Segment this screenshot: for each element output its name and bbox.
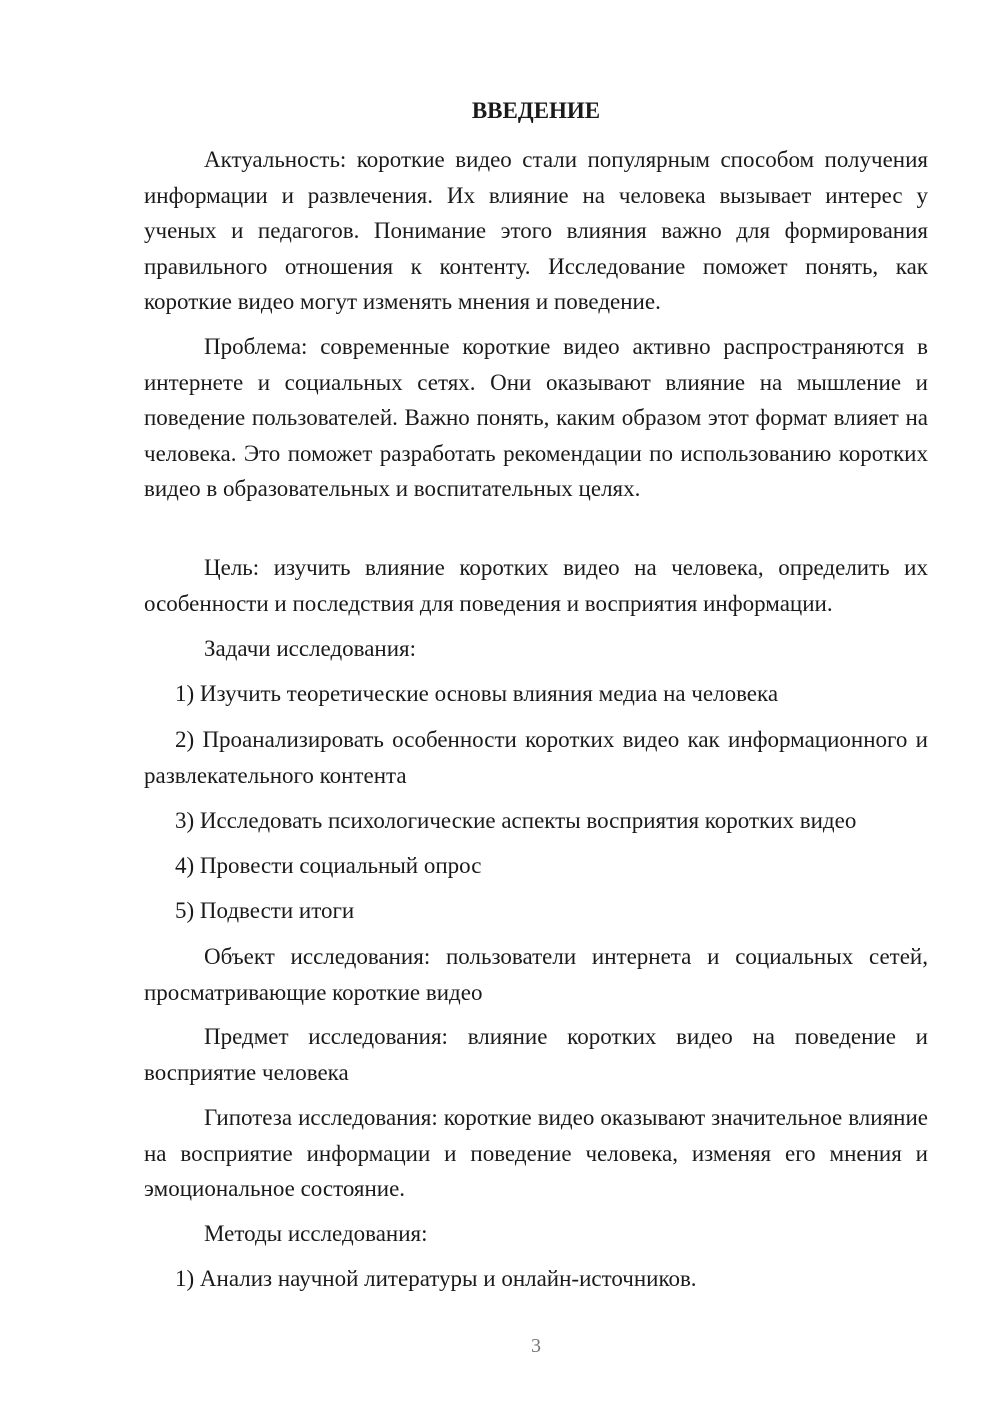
methods-heading: Методы исследования:	[204, 1221, 428, 1246]
paragraph-object: Объект исследования: пользователи интернета и социальных сетей, просматривающие короткие видео	[144, 944, 928, 1005]
task-item-3: 3) Исследовать психологические аспекты восприятия коротких видео	[175, 808, 857, 833]
task-item-2: 2) Проанализировать особенности коротких видео как информационного и развлекательного контента	[144, 727, 928, 788]
paragraph-problem: Проблема: современные короткие видео активно распространяются в интернете и социальных сетях. Они оказывают влияние на мышление и поведение пользователей. Важно понять, каким образом этот формат влияет на человека. Это поможет разработать рекомендации по использованию коротких видео в образовательных и воспитательных целях.	[144, 334, 928, 501]
task-item-5: 5) Подвести итоги	[175, 898, 355, 923]
tasks-heading: Задачи исследования:	[204, 636, 417, 661]
section-title: ВВЕДЕНИЕ	[471, 98, 601, 123]
task-item-4: 4) Провести социальный опрос	[175, 853, 482, 878]
paragraph-relevance: Актуальность: короткие видео стали популярным способом получения информации и развлечения. Их влияние на человека вызывает интерес у ученых и педагогов. Понимание этого влияния важно для формирования правильного отношения к контенту. Исследование поможет понять, как короткие видео могут изменять мнения и поведение.	[144, 147, 928, 314]
paragraph-goal: Цель: изучить влияние коротких видео на человека, определить их особенности и последствия для поведения и восприятия информации.	[144, 555, 928, 616]
paragraph-hypothesis: Гипотеза исследования: короткие видео оказывают значительное влияние на восприятие информации и поведение человека, изменяя его мнения и эмоциональное состояние.	[144, 1105, 928, 1201]
task-item-1: 1) Изучить теоретические основы влияния медиа на человека	[175, 681, 779, 706]
page-number: 3	[531, 1335, 541, 1357]
paragraph-subject: Предмет исследования: влияние коротких видео на поведение и восприятие человека	[144, 1024, 928, 1085]
method-item-1: 1) Анализ научной литературы и онлайн-источников.	[175, 1266, 697, 1291]
